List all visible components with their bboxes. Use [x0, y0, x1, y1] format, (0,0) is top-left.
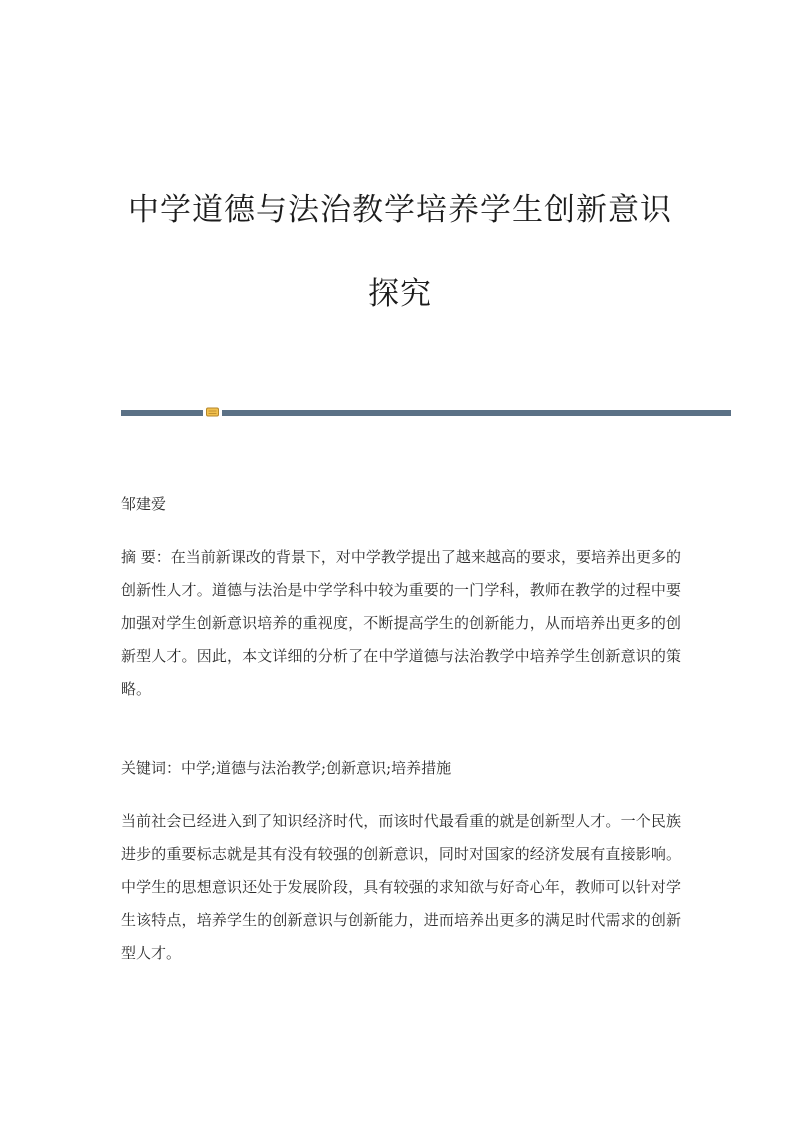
divider-bar-right [222, 410, 731, 416]
keywords-line: 关键词：中学;道德与法治教学;创新意识;培养措施 [121, 759, 452, 777]
author-name: 邹建爱 [121, 495, 167, 513]
divider-bar-left [121, 410, 203, 416]
abstract-paragraph: 摘 要：在当前新课改的背景下，对中学教学提出了越来越高的要求，要培养出更多的创新性人才。道德与法治是中学学科中较为重要的一门学科，教师在教学的过程中要加强对学生创新意识培养的重视度，不断提高学生的创新能力，从而培养出更多的创新型人才。因此，本文详细的分析了在中学道德与法治教学中培养学生创新意识的策略。 [121, 548, 681, 698]
document-title-line-2: 探究 [368, 276, 432, 312]
document-title-line-1: 中学道德与法治教学培养学生创新意识 [128, 192, 672, 228]
title-divider [121, 406, 731, 418]
body-paragraph-1: 当前社会已经进入到了知识经济时代，而该时代最看重的就是创新型人才。一个民族进步的重要标志就是其有没有较强的创新意识，同时对国家的经济发展有直接影响。中学生的思想意识还处于发展阶段，具有较强的求知欲与好奇心年，教师可以针对学生该特点，培养学生的创新意识与创新能力，进而培养出更多的满足时代需求的创新型人才。 [121, 812, 681, 962]
divider-ornament-icon [206, 406, 219, 418]
